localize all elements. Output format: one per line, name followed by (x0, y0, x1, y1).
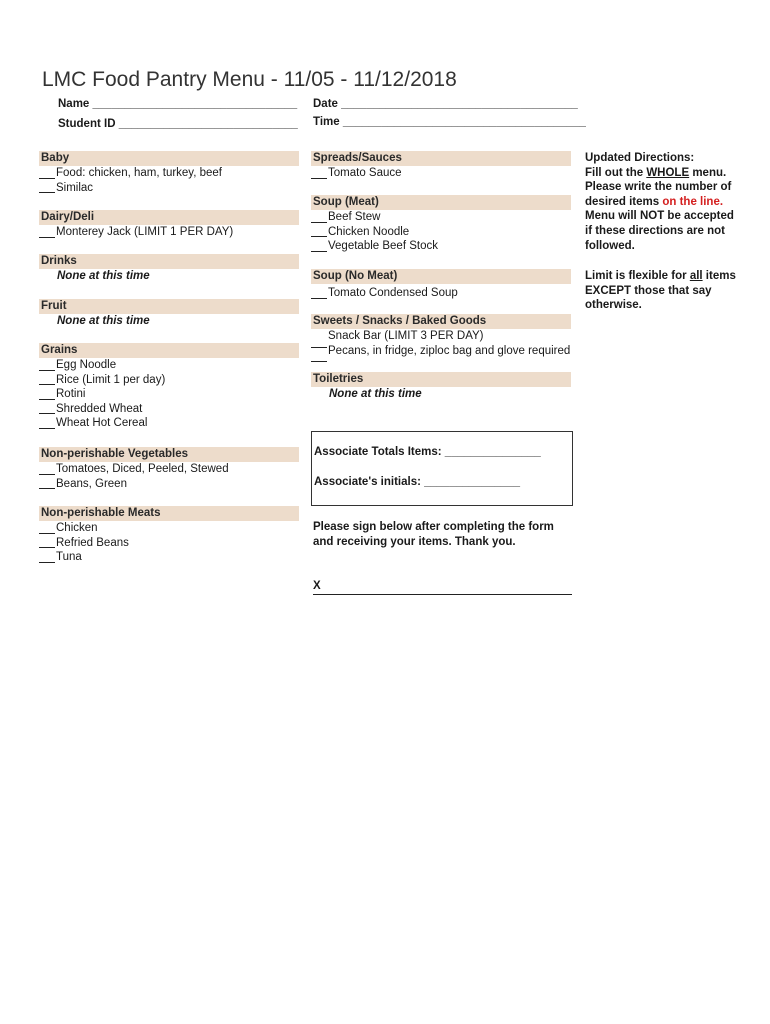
section-header: Dairy/Deli (39, 210, 299, 225)
section-header: Soup (No Meat) (311, 269, 571, 284)
menu-item[interactable] (39, 358, 299, 373)
quantity-blank[interactable] (311, 298, 327, 299)
signature-x: X (313, 580, 321, 592)
item-label: Beans, Green (56, 477, 127, 490)
section-header: Sweets / Snacks / Baked Goods (311, 314, 571, 329)
menu-item[interactable] (39, 477, 299, 492)
section-header: Baby (39, 151, 299, 166)
menu-item[interactable] (39, 402, 299, 417)
section-soup-no-meat (311, 269, 571, 301)
menu-item[interactable] (311, 210, 571, 225)
quantity-blank[interactable] (39, 370, 55, 371)
section-header: Non-perishable Meats (39, 506, 299, 521)
directions-fill-pre: Fill out the (585, 166, 647, 179)
menu-item[interactable] (311, 239, 571, 254)
section-meats (39, 506, 299, 565)
quantity-blank[interactable] (39, 384, 55, 385)
signature-line[interactable] (313, 580, 572, 595)
item-label: Chicken Noodle (328, 225, 410, 238)
quantity-blank[interactable] (39, 474, 55, 475)
limit-note (585, 269, 743, 313)
menu-item[interactable] (39, 387, 299, 402)
page-title: LMC Food Pantry Menu - 11/05 - 11/12/2018 (42, 68, 457, 91)
section-baby (39, 151, 299, 195)
menu-item[interactable] (39, 550, 299, 565)
menu-item[interactable] (39, 166, 299, 181)
none-note: None at this time (57, 315, 150, 327)
directions-fill-post: menu. (689, 166, 727, 179)
item-label: Tomatoes, Diced, Peeled, Stewed (56, 463, 229, 475)
item-label: Wheat Hot Cereal (56, 417, 148, 430)
quantity-blank[interactable] (39, 488, 55, 489)
menu-item[interactable] (311, 329, 571, 344)
menu-item[interactable] (39, 521, 299, 536)
quantity-blank[interactable] (39, 237, 55, 238)
quantity-blank[interactable] (39, 428, 55, 429)
menu-item[interactable] (39, 536, 299, 551)
section-drinks (39, 254, 299, 284)
name-field[interactable]: Name ________________________________ (58, 98, 298, 110)
item-label: Refried Beans (56, 536, 129, 549)
section-dairy (39, 210, 299, 240)
none-note: None at this time (329, 388, 422, 400)
quantity-blank[interactable] (311, 222, 327, 223)
menu-item[interactable] (39, 416, 299, 431)
item-label: Egg Noodle (56, 359, 117, 371)
limit-pre: Limit is flexible for (585, 270, 690, 282)
menu-item[interactable] (311, 286, 571, 301)
date-field[interactable]: Date _____________________________________ (313, 98, 578, 110)
section-header: Toiletries (311, 372, 571, 387)
item-label: Rice (Limit 1 per day) (56, 373, 166, 386)
quantity-blank[interactable] (311, 251, 327, 252)
item-label: Snack Bar (LIMIT 3 PER DAY) (328, 330, 484, 342)
item-label: Similac (56, 181, 94, 194)
none-note: None at this time (57, 270, 150, 282)
section-sweets (311, 314, 571, 358)
limit-post: items EXCEPT those that say otherwise. (585, 270, 736, 312)
limit-all: all (689, 270, 703, 282)
section-header: Fruit (39, 299, 299, 314)
associate-box (311, 431, 573, 506)
section-soup-meat (311, 195, 571, 254)
menu-item[interactable] (311, 166, 571, 181)
section-fruit (39, 299, 299, 329)
item-label: Vegetable Beef Stock (328, 240, 438, 253)
quantity-blank[interactable] (39, 547, 55, 548)
quantity-blank[interactable] (39, 533, 55, 534)
item-label: Pecans, in fridge, ziploc bag and glove required (328, 344, 571, 357)
item-label: Beef Stew (328, 211, 381, 223)
quantity-blank[interactable] (39, 399, 55, 400)
item-label: Tomato Sauce (328, 167, 402, 179)
quantity-blank[interactable] (311, 178, 327, 179)
associate-initials-field[interactable]: Associate's initials: _______________ (314, 476, 521, 488)
menu-item[interactable] (311, 344, 571, 359)
item-label: Monterey Jack (LIMIT 1 PER DAY) (56, 226, 234, 238)
quantity-blank[interactable] (311, 361, 327, 362)
time-field[interactable]: Time ______________________________________ (313, 116, 586, 128)
student-id-field[interactable]: Student ID ____________________________ (58, 118, 298, 130)
directions-rest: Menu will NOT be accepted if these directions are not followed. (585, 210, 734, 252)
directions-heading: Updated Directions: (585, 152, 695, 164)
item-label: Shredded Wheat (56, 402, 143, 415)
quantity-blank[interactable] (39, 562, 55, 563)
associate-totals-field[interactable]: Associate Totals Items: _______________ (314, 446, 541, 458)
directions-block (585, 151, 743, 253)
section-header: Drinks (39, 254, 299, 269)
item-label: Food: chicken, ham, turkey, beef (56, 167, 222, 179)
menu-item[interactable] (311, 225, 571, 240)
sign-instructions: Please sign below after completing the form and receiving your items. Thank you. (313, 521, 554, 548)
menu-item[interactable] (39, 225, 299, 240)
section-header: Soup (Meat) (311, 195, 571, 210)
menu-item[interactable] (39, 181, 299, 196)
section-header: Non-perishable Vegetables (39, 447, 299, 462)
section-spreads (311, 151, 571, 181)
quantity-blank[interactable] (311, 236, 327, 237)
quantity-blank[interactable] (39, 192, 55, 193)
item-label: Tuna (56, 551, 82, 564)
section-header: Spreads/Sauces (311, 151, 571, 166)
directions-on-line: on the line. (662, 195, 724, 208)
section-header: Grains (39, 343, 299, 358)
item-label: Tomato Condensed Soup (328, 287, 458, 299)
quantity-blank[interactable] (39, 413, 55, 414)
directions-whole: WHOLE (646, 166, 690, 179)
menu-item[interactable] (39, 373, 299, 388)
directions-text (585, 166, 743, 254)
menu-item[interactable] (39, 462, 299, 477)
section-vegetables (39, 447, 299, 491)
directions-please: Please write the number of desired items (585, 181, 732, 208)
section-grains (39, 343, 299, 431)
item-label: Chicken (56, 522, 98, 534)
section-toiletries (311, 372, 571, 402)
item-label: Rotini (56, 388, 86, 401)
quantity-blank[interactable] (39, 178, 55, 179)
